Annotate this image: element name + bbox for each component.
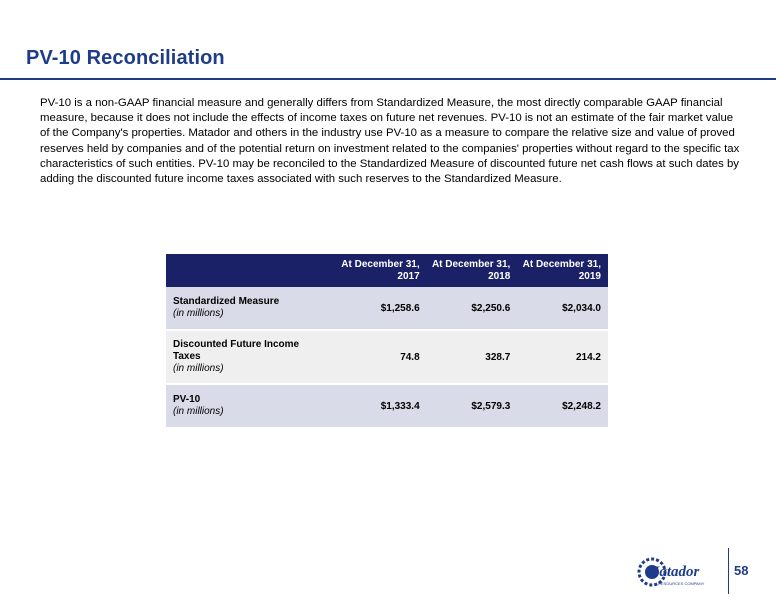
- value-cell: $1,333.4: [336, 384, 427, 428]
- table-row: [166, 287, 608, 330]
- row-label-cell: [166, 330, 336, 384]
- column-header-2018: At December 31, 2018: [427, 254, 518, 287]
- page-number: 58: [734, 563, 749, 578]
- value-cell: 214.2: [517, 330, 608, 384]
- row-unit: (in millions): [173, 308, 224, 319]
- value-cell: $2,248.2: [517, 384, 608, 428]
- row-unit: (in millions): [173, 363, 224, 374]
- row-unit: (in millions): [173, 406, 224, 417]
- page-title: PV-10 Reconciliation: [26, 47, 225, 69]
- logo-wordmark: Matador: [646, 564, 700, 580]
- matador-logo: [636, 552, 724, 592]
- value-cell: $2,034.0: [517, 287, 608, 330]
- value-cell: 328.7: [427, 330, 518, 384]
- pv10-reconciliation-table: [166, 254, 608, 429]
- title-divider: [0, 78, 776, 80]
- row-label: Standardized Measure: [173, 296, 280, 307]
- value-cell: $2,250.6: [427, 287, 518, 330]
- footer-divider: [728, 548, 729, 594]
- row-label: PV-10: [173, 394, 201, 405]
- header-blank-cell: [166, 254, 336, 287]
- table-row: [166, 330, 608, 384]
- value-cell: $1,258.6: [336, 287, 427, 330]
- row-label-cell: [166, 287, 336, 330]
- row-label: Discounted Future Income Taxes: [173, 339, 300, 362]
- column-header-2019: At December 31, 2019: [517, 254, 608, 287]
- row-label-cell: [166, 384, 336, 428]
- column-header-2017: At December 31, 2017: [336, 254, 427, 287]
- value-cell: 74.8: [336, 330, 427, 384]
- value-cell: $2,579.3: [427, 384, 518, 428]
- intro-paragraph: PV-10 is a non-GAAP financial measure and generally differs from Standardized Measure, the most directly comparable GAAP financial measure, because it does not include the effects of income taxes on future net revenues. PV-10 is not an estimate of the fair market value of the Company's properties. Matador and others in the industry use PV-10 as a measure to compare the relative size and value of proved reserves held by companies and of the potential return on investment related to the companies' properties without regard to the specific tax characteristics of such entities. PV-10 may be reconciled to the Standardized Measure of discounted future net cash flows at such dates by adding the discounted future income taxes associated with such reserves to the Standardized Measure.: [40, 97, 740, 186]
- table-row: [166, 384, 608, 428]
- logo-tagline: RESOURCES COMPANY: [658, 581, 705, 586]
- table-header-row: [166, 254, 608, 287]
- matador-logo-mark: [636, 552, 724, 592]
